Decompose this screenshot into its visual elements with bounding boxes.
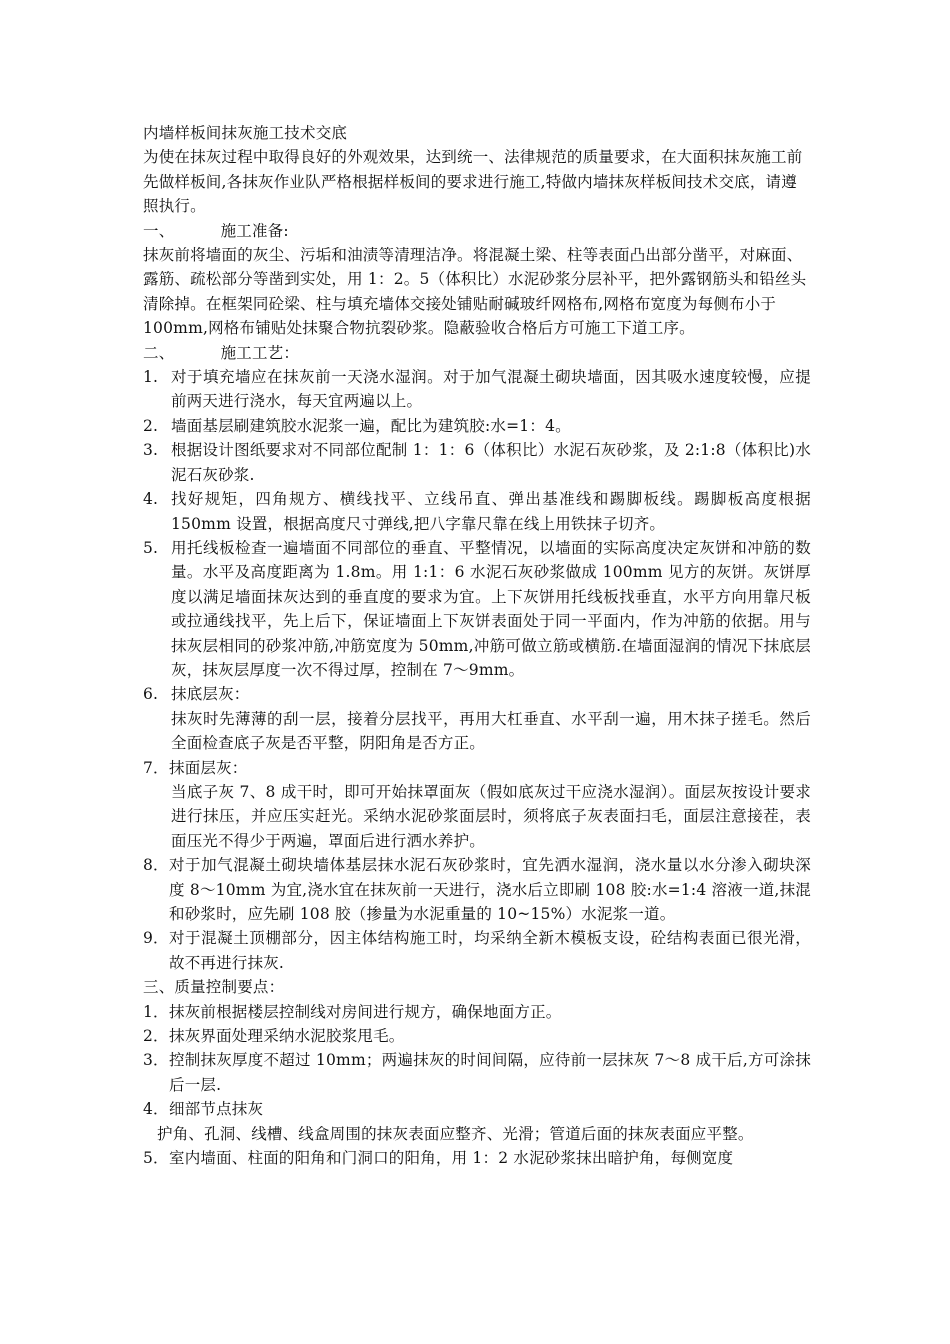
list-item	[143, 756, 811, 780]
list-item-text: 抹灰前根据楼层控制线对房间进行规方，确保地面方正。	[169, 1002, 562, 1021]
list-item-text: 室内墙面、柱面的阳角和门洞口的阳角，用 1：2 水泥砂浆抹出暗护角，每侧宽度	[169, 1149, 734, 1168]
list-item-number: 9．	[143, 929, 169, 948]
list-item-detail: 当底子灰 7、8 成干时，即可开始抹罩面灰（假如底灰过干应浇水湿润）。面层灰按设计要求进行抹压，并应压实赶光。采纳水泥砂浆面层时，须将底子灰表面扫毛，面层注意接茬，表面压光不得少于两遍，罩面后进行洒水养护。	[171, 782, 811, 850]
list-item-number: 4．	[143, 1100, 169, 1119]
document-body	[143, 121, 811, 1170]
list-item-number: 7．	[143, 758, 169, 777]
list-item	[143, 926, 811, 975]
list-item-text: 墙面基层刷建筑胶水泥浆一遍，配比为建筑胶:水=1：4。	[171, 416, 571, 435]
document-title: 内墙样板间抹灰施工技术交底	[143, 124, 348, 142]
list-item-number: 1.	[143, 368, 159, 387]
list-item-text: 对于加气混凝土砌块墙体基层抹水泥石灰砂浆时，宜先洒水湿润，浇水量以水分渗入砌块深度 8～10mm 为宜,浇水宜在抹灰前一天进行，浇水后立即刷 108 胶:水=1:4 溶液一道,抹混和砂浆时，应先刷 108 胶（掺量为水泥重量的 10~15%）水泥浆一道。	[169, 856, 811, 923]
list-item	[143, 1048, 811, 1097]
list-item-number: 6.	[143, 685, 159, 704]
section-3-heading: 三、质量控制要点：	[143, 978, 285, 997]
section-2-heading	[143, 341, 811, 365]
intro-paragraph: 为使在抹灰过程中取得良好的外观效果，达到统一、法律规范的质量要求，在大面积抹灰施工前先做样板间,各抹灰作业队严格根据样板间的要求进行施工,特做内墙抹灰样板间技术交底，请遵照执行。	[143, 148, 803, 216]
section-1-number: 一、	[143, 221, 175, 240]
list-item	[143, 853, 811, 926]
list-item-number: 5．	[143, 1149, 169, 1168]
list-item-number: 3．	[143, 1051, 169, 1070]
list-item-number: 3.	[143, 441, 159, 460]
list-item	[143, 365, 811, 414]
list-item	[143, 536, 811, 682]
list-item-text: 抹面层灰：	[169, 758, 248, 777]
list-item	[143, 1000, 811, 1024]
list-item-text: 细部节点抹灰	[169, 1100, 264, 1119]
list-item-number: 1．	[143, 1002, 169, 1021]
list-item	[143, 1024, 811, 1048]
list-item-detail: 抹灰时先薄薄的刮一层，接着分层找平，再用大杠垂直、水平刮一遍，用木抹子搓毛。然后全面检查底子灰是否平整，阴阳角是否方正。	[171, 709, 811, 753]
list-item-text: 找好规矩，四角规方、横线找平、立线吊直、弹出基准线和踢脚板线。踢脚板高度根据 150mm 设置，根据高度尺寸弹线,把八字靠尺靠在线上用铁抹子切齐。	[171, 490, 811, 533]
list-item-number: 8．	[143, 856, 169, 875]
section-1-title: 施工准备:	[220, 221, 289, 240]
section-1-heading	[143, 219, 811, 243]
list-item-text: 用托线板检查一遍墙面不同部位的垂直、平整情况，以墙面的实际高度决定灰饼和冲筋的数量。水平及高度距离为 1.8m。用 1:1：6 水泥石灰砂浆做成 100mm 见方的灰饼。灰饼厚度以满足墙面抹灰达到的垂直度的要求为宜。上下灰饼用托线板找垂直，水平方向用靠尺板或拉通线找平，先上后下，保证墙面上下灰饼表面处于同一平面内，作为冲筋的依据。用与抹灰层相同的砂浆冲筋,冲筋宽度为 50mm,冲筋可做立筋或横筋.在墙面湿润的情况下抹底层灰，抹灰层厚度一次不得过厚，控制在 7～9mm。	[171, 538, 811, 679]
list-item	[143, 1146, 811, 1170]
list-item	[143, 438, 811, 487]
list-item-number: 2.	[143, 416, 159, 435]
list-item-text: 根据设计图纸要求对不同部位配制 1：1：6（体积比）水泥石灰砂浆，及 2:1:8（体积比)水泥石灰砂浆.	[171, 441, 811, 484]
list-item-detail: 护角、孔洞、线槽、线盒周围的抹灰表面应整齐、光滑；管道后面的抹灰表面应平整。	[157, 1124, 754, 1143]
list-item-text: 抹底层灰：	[171, 685, 250, 704]
list-item-text: 对于混凝土顶棚部分，因主体结构施工时，均采纳全新木模板支设，砼结构表面已很光滑，故不再进行抹灰.	[169, 929, 811, 972]
list-item-number: 5.	[143, 538, 159, 557]
section-2-number: 二、	[143, 343, 175, 362]
list-item	[143, 414, 811, 438]
list-item-text: 对于填充墙应在抹灰前一天浇水湿润。对于加气混凝土砌块墙面，因其吸水速度较慢，应提前两天进行浇水，每天宜两遍以上。	[171, 368, 811, 411]
section-2-title: 施工工艺：	[220, 343, 300, 362]
list-item-number: 2．	[143, 1027, 169, 1046]
section-1-body: 抹灰前将墙面的灰尘、污垢和油渍等清理洁净。将混凝土梁、柱等表面凸出部分凿平，对麻面、露筋、疏松部分等凿到实处，用 1：2。5（体积比）水泥砂浆分层补平，把外露钢筋头和铅丝头清除掉。在框架同砼梁、柱与填充墙体交接处铺贴耐碱玻纤网格布,网格布宽度为每侧布小于 100mm,网格布铺贴处抹聚合物抗裂砂浆。隐蔽验收合格后方可施工下道工序。	[143, 246, 807, 338]
list-item	[143, 682, 811, 706]
list-item-number: 4.	[143, 490, 159, 509]
list-item	[143, 1097, 811, 1121]
list-item-text: 抹灰界面处理采纳水泥胶浆甩毛。	[169, 1027, 405, 1046]
list-item	[143, 487, 811, 536]
list-item-text: 控制抹灰厚度不超过 10mm；两遍抹灰的时间间隔，应待前一层抹灰 7～8 成干后,方可涂抹后一层.	[169, 1051, 811, 1094]
